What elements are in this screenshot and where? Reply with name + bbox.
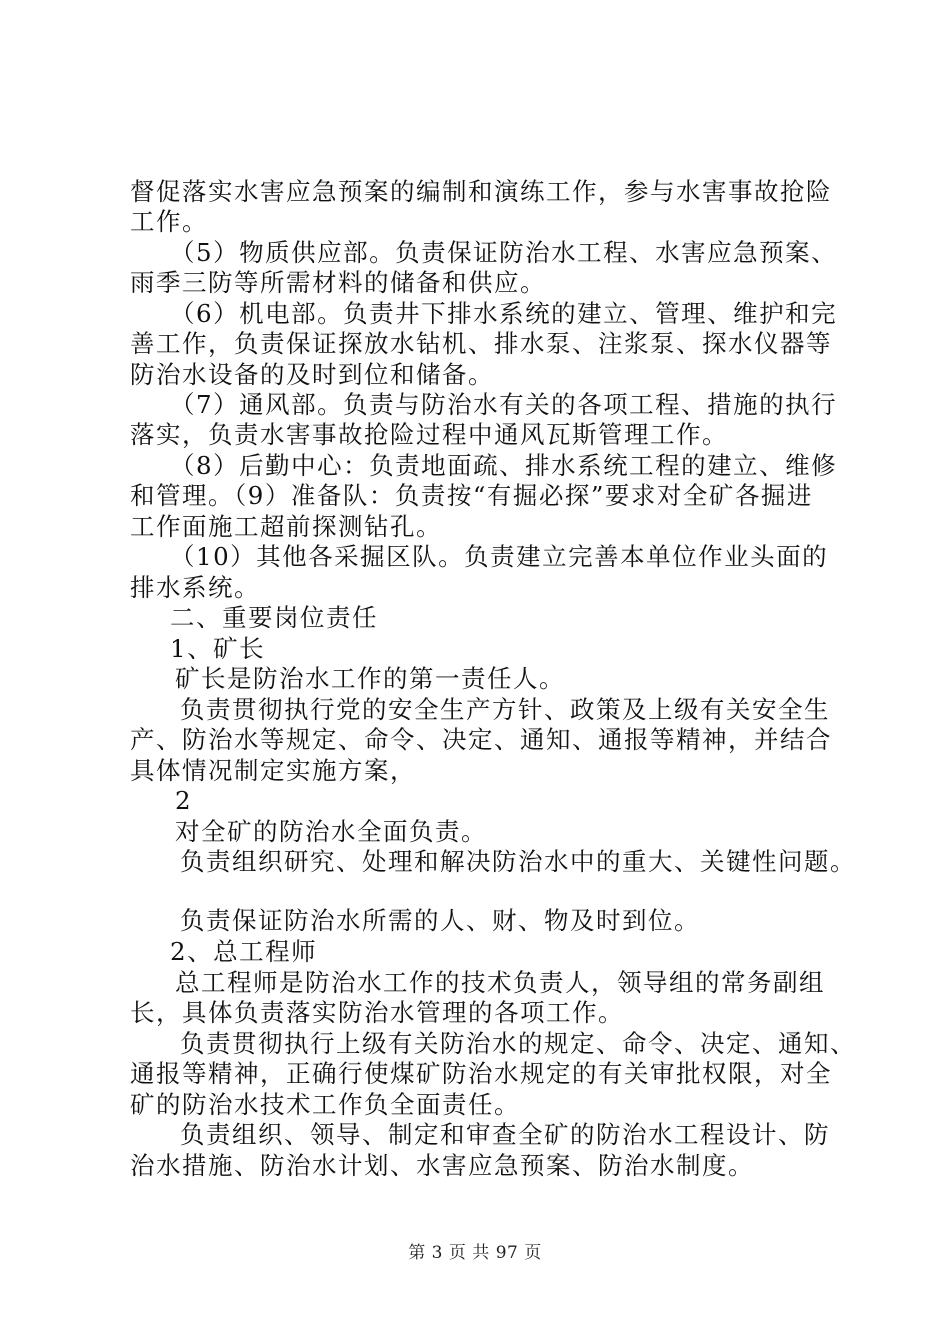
text-line: （5）物质供应部。负责保证防治水工程、水害应急预案、 xyxy=(170,238,838,267)
text-line: 总工程师是防治水工作的技术负责人，领导组的常务副组 xyxy=(175,968,825,997)
text-line: 具体情况制定实施方案， xyxy=(130,756,416,785)
text-line: 工作。 xyxy=(130,207,208,236)
text-line: 矿长是防治水工作的第一责任人。 xyxy=(175,664,565,693)
text-line: 督促落实水害应急预案的编制和演练工作，参与水害事故抢险 xyxy=(130,177,832,206)
text-line: 治水措施、防治水计划、水害应急预案、防治水制度。 xyxy=(130,1151,754,1180)
subsection-heading: 2、总工程师 xyxy=(170,937,318,966)
text-line: 产、防治水等规定、命令、决定、通知、通报等精神，并结合 xyxy=(130,725,832,754)
text-line: 负责组织、领导、制定和审查全矿的防治水工程设计、防 xyxy=(180,1120,830,1149)
text-line: （7）通风部。负责与防治水有关的各项工程、措施的执行 xyxy=(170,390,838,419)
section-heading: 二、重要岗位责任 xyxy=(170,603,378,632)
text-line: 防治水设备的及时到位和储备。 xyxy=(130,360,494,389)
text-line: 负责组织研究、处理和解决防治水中的重大、关键性问题。 xyxy=(180,847,856,876)
text-line: 长，具体负责落实防治水管理的各项工作。 xyxy=(130,998,624,1027)
text-line: 雨季三防等所需材料的储备和供应。 xyxy=(130,268,546,297)
subsection-heading: 1、矿长 xyxy=(170,634,266,663)
text-line: 对全矿的防治水全面负责。 xyxy=(175,817,487,846)
text-line: 工作面施工超前探测钻孔。 xyxy=(130,512,442,541)
text-line: 负责保证防治水所需的人、财、物及时到位。 xyxy=(180,906,700,935)
text-line: 负责贯彻执行上级有关防治水的规定、命令、决定、通知、 xyxy=(180,1029,856,1058)
text-line: 和管理。（9）准备队：负责按“有掘必探”要求对全矿各掘进 xyxy=(130,481,813,510)
text-line: （6）机电部。负责井下排水系统的建立、管理、维护和完 xyxy=(170,299,838,328)
text-line: 落实，负责水害事故抢险过程中通风瓦斯管理工作。 xyxy=(130,420,728,449)
page-number-footer: 第 3 页 共 97 页 xyxy=(408,1243,542,1263)
text-line: 矿的防治水技术工作负全面责任。 xyxy=(130,1090,520,1119)
text-line: 善工作，负责保证探放水钻机、排水泵、注浆泵、探水仪器等 xyxy=(130,329,832,358)
text-line: 负责贯彻执行党的安全生产方针、政策及上级有关安全生 xyxy=(180,695,830,724)
text-line: （10）其他各采掘区队。负责建立完善本单位作业头面的 xyxy=(170,542,829,571)
text-line: 2 xyxy=(175,786,193,815)
text-line: 排水系统。 xyxy=(130,573,260,602)
text-line: 通报等精神，正确行使煤矿防治水规定的有关审批权限，对全 xyxy=(130,1059,832,1088)
text-line: （8）后勤中心：负责地面疏、排水系统工程的建立、维修 xyxy=(170,451,838,480)
